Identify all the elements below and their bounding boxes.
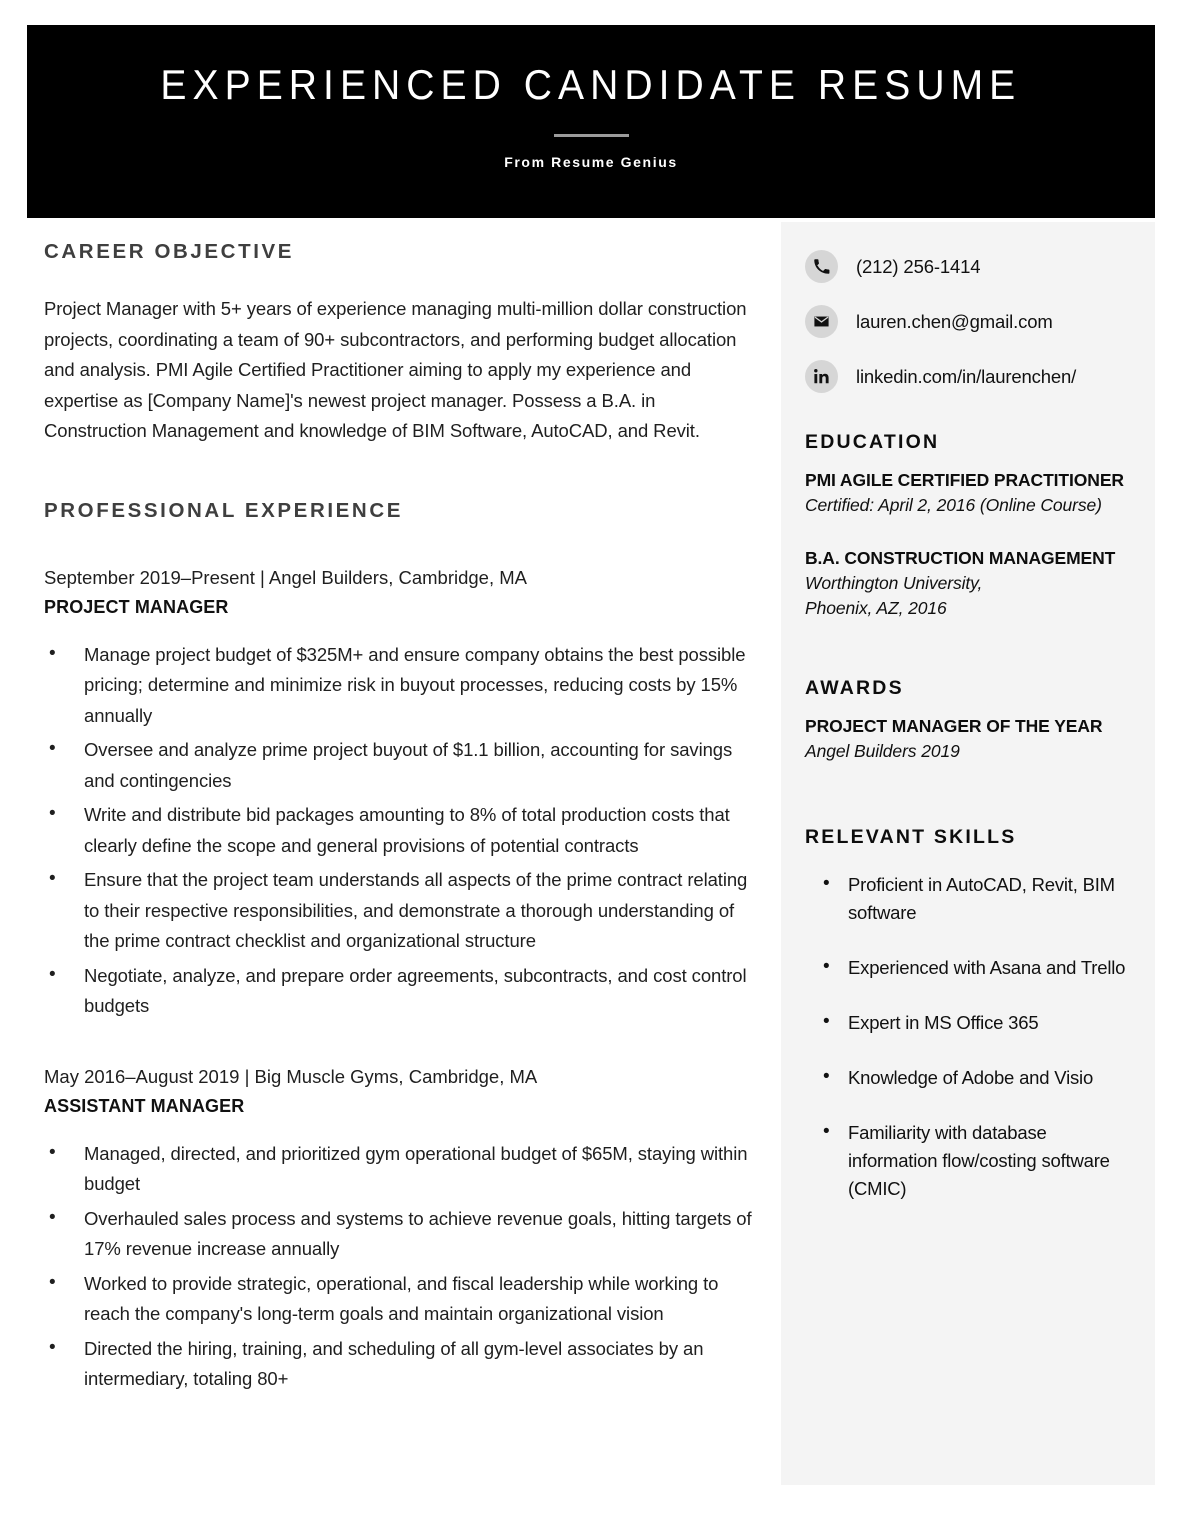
career-objective-heading: CAREER OBJECTIVE [44, 240, 295, 263]
education-detail: Worthington University, [805, 573, 983, 593]
list-item: • Experienced with Asana and Trello [805, 954, 1131, 982]
job-entry [44, 563, 756, 1022]
education-entry [805, 468, 1131, 518]
education-title: PMI AGILE CERTIFIED PRACTITIONER [805, 470, 1124, 490]
job-meta: September 2019–Present | Angel Builders, Cambridge, MA [44, 566, 527, 588]
page-title: EXPERIENCED CANDIDATE RESUME [160, 61, 1022, 108]
sidebar [781, 222, 1155, 1485]
education-entry [805, 546, 1131, 621]
title-divider [554, 134, 629, 137]
job-bullet-list [44, 1139, 756, 1395]
education-detail-2: Phoenix, AZ, 2016 [805, 598, 947, 618]
job-title: ASSISTANT MANAGER [44, 1095, 245, 1116]
list-item: • Oversee and analyze prime project buyout of $1.1 billion, accounting for savings and contingencies [44, 735, 756, 796]
contact-phone-text: (212) 256-1414 [856, 255, 981, 277]
contact-linkedin-text: linkedin.com/in/laurenchen/ [856, 365, 1077, 387]
main-content-column [44, 240, 756, 1399]
linkedin-icon [805, 360, 838, 393]
award-detail: Angel Builders 2019 [805, 741, 960, 761]
contact-email[interactable] [805, 305, 1131, 338]
list-item: • Manage project budget of $325M+ and ensure company obtains the best possible pricing; determine and minimize risk in buyout processes, reducing costs by 15% annually [44, 640, 756, 732]
contact-email-text: lauren.chen@gmail.com [856, 310, 1053, 332]
career-objective-text: Project Manager with 5+ years of experience managing multi-million dollar construction projects, coordinating a team of 90+ subcontractors, and performing budget allocation and analysis. PMI Agile Certified Practitioner aiming to apply my experience and expertise as [Company Name]'s newest project manager. Possess a B.A. in Construction Management and knowledge of BIM Software, AutoCAD, and Revit. [44, 298, 747, 441]
list-item: • Knowledge of Adobe and Visio [805, 1064, 1131, 1092]
contact-linkedin[interactable] [805, 360, 1131, 393]
award-entry [805, 714, 1131, 764]
email-icon [805, 305, 838, 338]
list-item: • Ensure that the project team understands all aspects of the prime contract relating to their respective responsibilities, and demonstrate a thorough understanding of the prime contract checklist and organizational structure [44, 865, 756, 957]
list-item: • Directed the hiring, training, and scheduling of all gym-level associates by an intermediary, totaling 80+ [44, 1334, 756, 1395]
skills-list [805, 871, 1131, 1203]
education-title: B.A. CONSTRUCTION MANAGEMENT [805, 548, 1116, 568]
list-item: • Proficient in AutoCAD, Revit, BIM software [805, 871, 1131, 927]
list-item: • Write and distribute bid packages amounting to 8% of total production costs that clearly define the scope and general provisions of potential contracts [44, 800, 756, 861]
resume-header-banner [27, 25, 1155, 218]
list-item: • Negotiate, analyze, and prepare order agreements, subcontracts, and cost control budgets [44, 961, 756, 1022]
job-title: PROJECT MANAGER [44, 596, 229, 617]
list-item: • Overhauled sales process and systems to achieve revenue goals, hitting targets of 17% revenue increase annually [44, 1204, 756, 1265]
phone-icon [805, 250, 838, 283]
award-title: PROJECT MANAGER OF THE YEAR [805, 716, 1103, 736]
list-item: • Worked to provide strategic, operational, and fiscal leadership while working to reach the company's long-term goals and maintain organizational vision [44, 1269, 756, 1330]
header-subtitle: From Resume Genius [504, 154, 678, 171]
awards-heading: AWARDS [805, 677, 904, 699]
list-item: • Familiarity with database information flow/costing software (CMIC) [805, 1119, 1131, 1203]
job-entry [44, 1062, 756, 1395]
job-meta: May 2016–August 2019 | Big Muscle Gyms, Cambridge, MA [44, 1065, 538, 1087]
professional-experience-heading: PROFESSIONAL EXPERIENCE [44, 498, 404, 522]
list-item: • Expert in MS Office 365 [805, 1009, 1131, 1037]
list-item: • Managed, directed, and prioritized gym operational budget of $65M, staying within budget [44, 1139, 756, 1200]
job-bullet-list [44, 640, 756, 1022]
education-detail: Certified: April 2, 2016 (Online Course) [805, 495, 1102, 515]
education-heading: EDUCATION [805, 431, 940, 453]
relevant-skills-heading: RELEVANT SKILLS [805, 826, 1017, 848]
contact-phone[interactable] [805, 250, 1131, 283]
